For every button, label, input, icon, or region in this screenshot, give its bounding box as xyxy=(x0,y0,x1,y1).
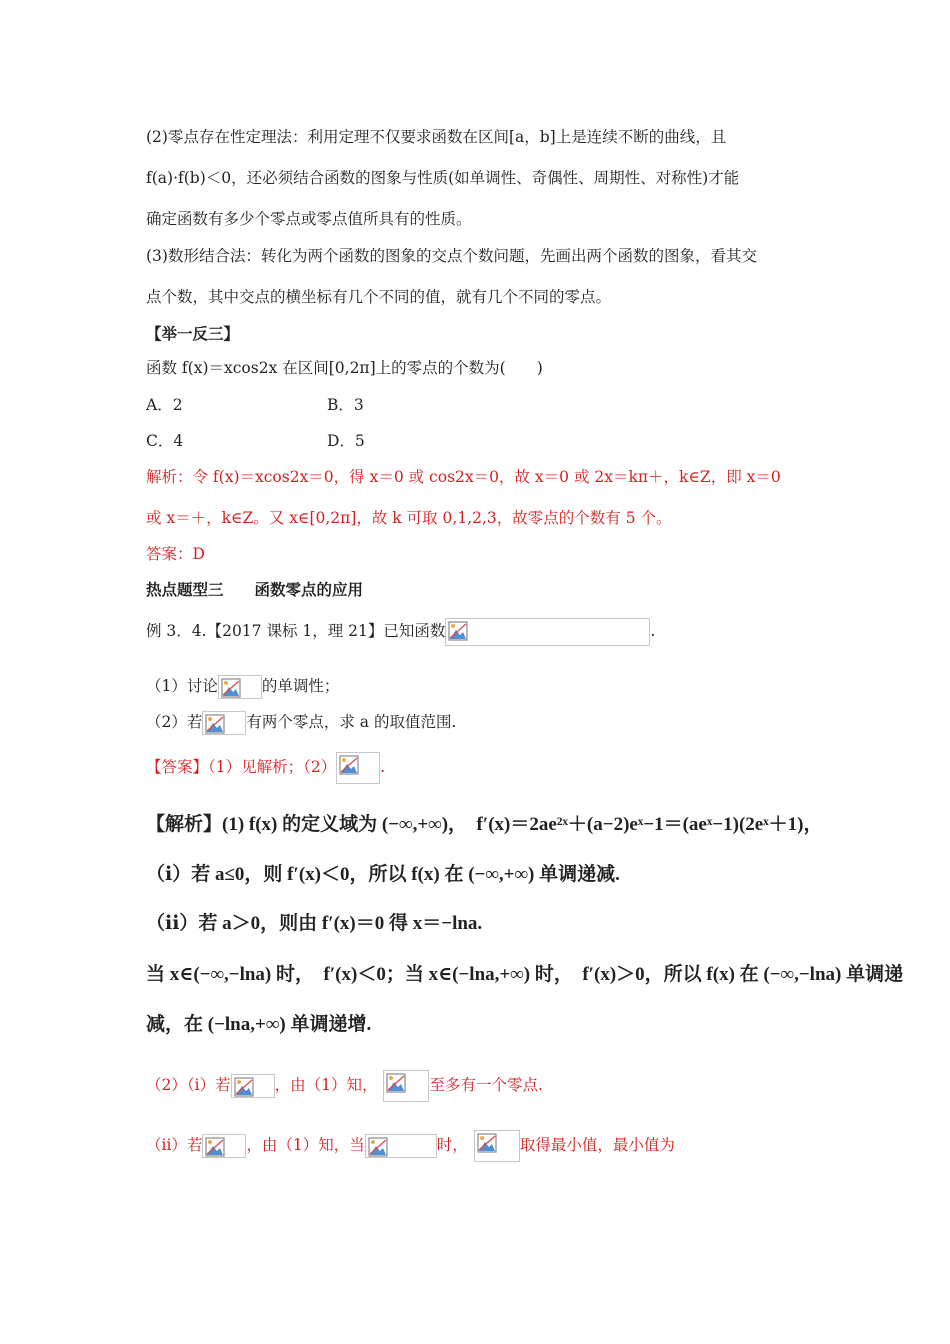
analysis-line-2: （ⅰ）若 a≤0，则 f′(x)＜0，所以 f(x) 在 (−∞,+∞) 单调递减. xyxy=(146,864,620,885)
formula-image xyxy=(202,1134,246,1158)
broken-image-icon xyxy=(386,1073,406,1093)
b2-mid1: ，由（1）知，当 xyxy=(246,1136,365,1154)
part2-line xyxy=(146,711,456,735)
text-line-4: (3)数形结合法：转化为两个函数的图象的交点个数问题，先画出两个函数的图象，看其交 xyxy=(146,247,757,265)
b2-mid2: 时， xyxy=(436,1136,468,1154)
analysis-line-3: （ⅱ）若 a＞0，则由 f′(x)＝0 得 x＝−lna. xyxy=(146,913,483,934)
example-suffix: . xyxy=(650,622,656,640)
section-heading: 热点题型三 函数零点的应用 xyxy=(146,580,364,599)
analysis-line-1: 【解析】(1) f(x) 的定义域为 (−∞,+∞)， f′(x)＝2ae²ˣ＋(a−2)eˣ−1＝(aeˣ−1)(2eˣ＋1)， xyxy=(146,814,823,835)
b1-suffix: 至多有一个零点. xyxy=(429,1076,543,1094)
b2-suffix: 取得最小值，最小值为 xyxy=(519,1136,675,1154)
part2-suffix: 有两个零点，求 a 的取值范围. xyxy=(246,713,457,731)
part1-prefix: （1）讨论 xyxy=(146,677,218,695)
formula-image xyxy=(383,1070,429,1102)
formula-image xyxy=(231,1074,275,1098)
answer2-line xyxy=(146,752,385,784)
text-line-1: (2)零点存在性定理法：利用定理不仅要求函数在区间[a，b]上是连续不断的曲线，且 xyxy=(146,128,727,146)
answer-line: 答案：D xyxy=(146,545,205,563)
broken-image-icon xyxy=(221,678,241,698)
broken-image-icon xyxy=(339,755,359,775)
b1-mid: ，由（1）知， xyxy=(274,1076,378,1094)
analysis-line-4: 当 x∈(−∞,−lna) 时， f′(x)＜0；当 x∈(−lna,+∞) 时， f′(x)＞0，所以 f(x) 在 (−∞,−lna) 单调递 xyxy=(146,964,904,985)
option-d: D．5 xyxy=(327,432,365,450)
broken-image-icon xyxy=(205,714,225,734)
part1-line xyxy=(146,675,339,699)
part2-prefix: （2）若 xyxy=(146,713,203,731)
option-c: C．4 xyxy=(146,432,184,450)
heading-practice: 【举一反三】 xyxy=(146,324,240,343)
broken-image-icon xyxy=(205,1137,225,1157)
option-b: B．3 xyxy=(327,396,364,414)
question-text: 函数 f(x)＝xcos2x 在区间[0,2π]上的零点的个数为( ) xyxy=(146,359,543,377)
formula-image xyxy=(336,752,380,784)
b2-prefix: （ⅱ）若 xyxy=(146,1136,203,1154)
formula-image xyxy=(474,1130,520,1162)
analysis-line-5: 减，在 (−lna,+∞) 单调递增. xyxy=(146,1014,372,1035)
broken-image-icon xyxy=(448,621,468,641)
text-line-5: 点个数，其中交点的横坐标有几个不同的值，就有几个不同的零点。 xyxy=(146,288,612,306)
text-line-3: 确定函数有多少个零点或零点值所具有的性质。 xyxy=(146,210,472,228)
answer2-suffix: . xyxy=(380,758,386,776)
example-line xyxy=(146,618,655,646)
formula-image xyxy=(445,618,650,646)
broken-image-icon xyxy=(234,1077,254,1097)
example-prefix: 例 3．4.【2017 课标 1，理 21】已知函数 xyxy=(146,622,446,640)
b1-prefix: （2）（ⅰ）若 xyxy=(146,1076,231,1094)
formula-image xyxy=(202,711,246,735)
solution-line-1: 解析：令 f(x)＝xcos2x＝0，得 x＝0 或 cos2x＝0，故 x＝0 或 2x＝kπ＋，k∈Z，即 x＝0 xyxy=(146,468,781,486)
broken-image-icon xyxy=(368,1137,388,1157)
part1-suffix: 的单调性； xyxy=(261,677,340,695)
part2-analysis-line-1 xyxy=(146,1070,543,1102)
formula-image xyxy=(218,675,262,699)
broken-image-icon xyxy=(477,1133,497,1153)
option-a: A．2 xyxy=(146,396,183,414)
answer2-prefix: 【答案】（1）见解析；（2） xyxy=(146,758,337,776)
part2-analysis-line-2 xyxy=(146,1130,675,1162)
formula-image xyxy=(365,1134,437,1158)
solution-line-2: 或 x＝＋，k∈Z。又 x∈[0,2π]，故 k 可取 0,1,2,3，故零点的个数有 5 个。 xyxy=(146,509,672,527)
text-line-2: f(a)·f(b)＜0，还必须结合函数的图象与性质(如单调性、奇偶性、周期性、对称性)才能 xyxy=(146,169,740,187)
